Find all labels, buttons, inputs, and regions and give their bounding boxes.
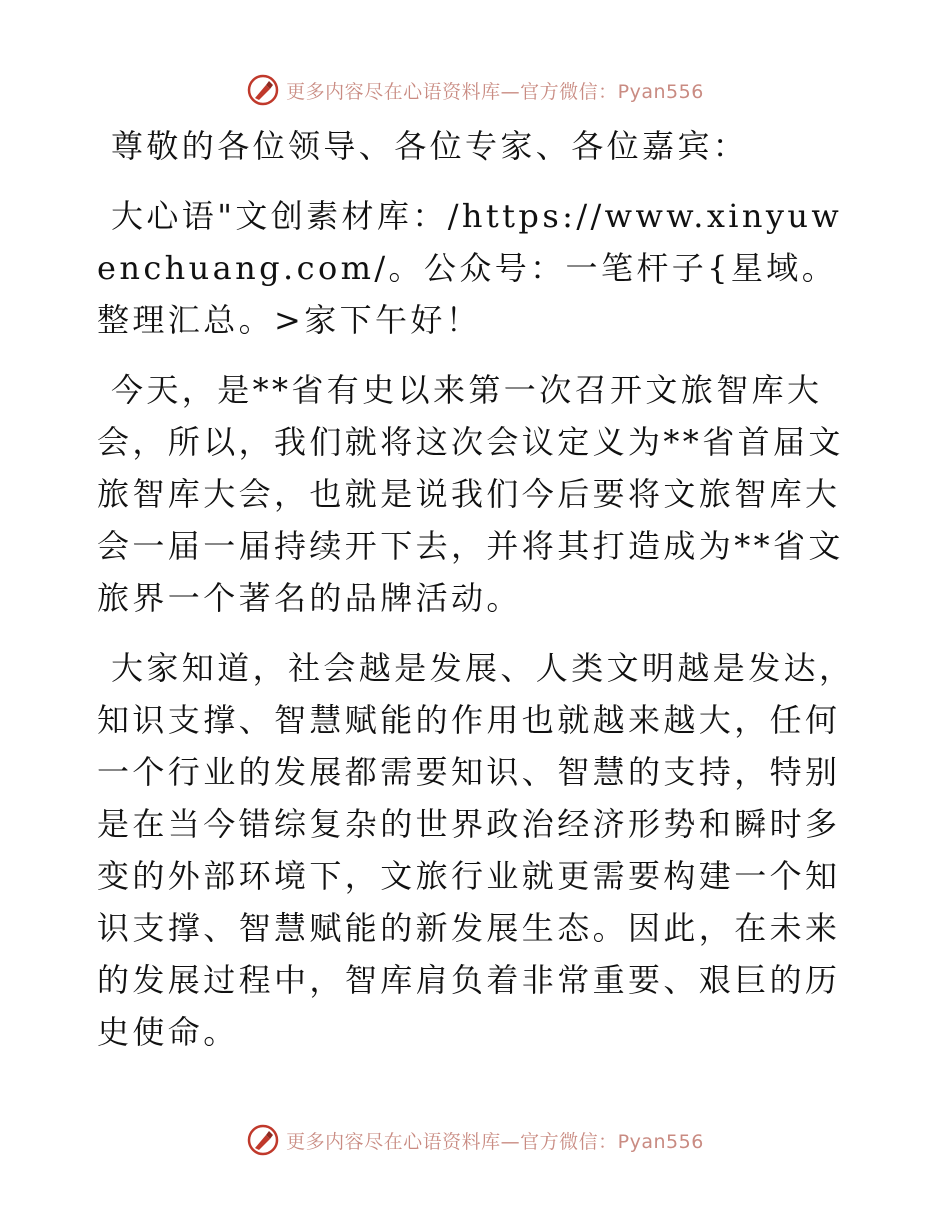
- greeting-paragraph: 大心语"文创素材库：/https://www.xinyuwenchuang.com/。公众号：一笔杆子{星域。整理汇总。>家下午好！: [97, 197, 843, 339]
- body-paragraph-2: 大家知道，社会越是发展、人类文明越是发达，知识支撑、智慧赋能的作用也就越来越大，任何一个行业的发展都需要知识、智慧的支持，特别是在当今错综复杂的世界政治经济形势和瞬时多变的外部环境下，文旅行业就更需要构建一个知识支撑、智慧赋能的新发展生态。因此，在未来的发展过程中，智库肩负着非常重要、艰巨的历史使命。: [97, 649, 855, 1051]
- salutation: 尊敬的各位领导、各位专家、各位嘉宾：: [111, 127, 749, 165]
- watermark-text: 更多内容尽在心语资料库—官方微信：Pyan556: [286, 1130, 704, 1153]
- watermark-text: 更多内容尽在心语资料库—官方微信：Pyan556: [286, 80, 704, 103]
- document-body: [97, 120, 857, 1076]
- pen-logo-icon: [246, 73, 280, 107]
- body-paragraph-1: 今天，是**省有史以来第一次召开文旅智库大会，所以，我们就将这次会议定义为**省首届文旅智库大会，也就是说我们今后要将文旅智库大会一届一届持续开下去，并将其打造成为**省文旅界一个著名的品牌活动。: [97, 371, 844, 617]
- header-watermark: [0, 70, 950, 110]
- footer-watermark: [0, 1120, 950, 1160]
- pen-logo-icon: [246, 1123, 280, 1157]
